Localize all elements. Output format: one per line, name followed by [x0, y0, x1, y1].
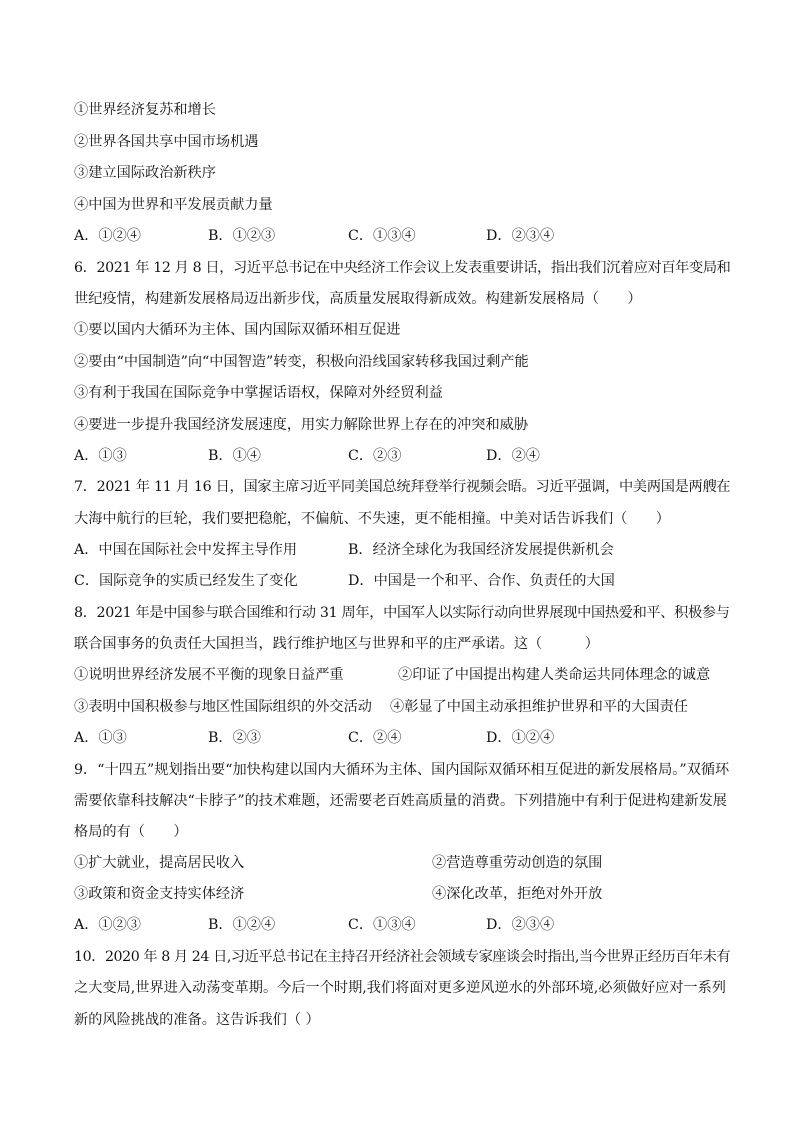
q9-choice-a: A．①②③ — [74, 917, 141, 933]
q9-option-1: ①扩大就业，提高居民收入 — [74, 855, 245, 871]
q6-option-2: ②要由“中国制造”向“中国智造”转变，积极向沿线国家转移我国过剩产能 — [74, 354, 529, 370]
q5-option-4: ④中国为世界和平发展贡献力量 — [74, 197, 273, 213]
q6-choice-c: C．②③ — [348, 448, 402, 464]
q6-choice-b: B．①④ — [208, 448, 261, 464]
q9-choice-b: B．①②④ — [208, 917, 276, 933]
q5-option-1: ①世界经济复苏和增长 — [74, 102, 216, 118]
q5-option-2: ②世界各国共享中国市场机遇 — [74, 134, 259, 150]
q5-choice-a: A．①②④ — [74, 228, 141, 244]
q9-choice-c: C．①③④ — [348, 917, 416, 933]
q8-choice-c: C．②④ — [348, 730, 402, 746]
q7-choice-c: C．国际竞争的实质已经发生了变化 — [74, 573, 298, 589]
q5-choice-b: B．①②③ — [208, 228, 276, 244]
q7-stem-line-2: 大海中航行的巨轮，我们要把稳舵，不偏航、不失速，更不能相撞。中美对话告诉我们（ ） — [74, 511, 670, 527]
q6-stem-line-1: 6．2021 年 12 月 8 日，习近平总书记在中央经济工作会议上发表重要讲话，指出我们沉着应对百年变局和 — [74, 260, 731, 276]
q8-choice-d: D．①②④ — [486, 730, 555, 746]
q6-option-4: ④要进一步提升我国经济发展速度，用实力解除世界上存在的冲突和威胁 — [74, 417, 529, 433]
q9-stem-line-1: 9．“十四五”规划指出要“加快构建以国内大循环为主体、国内国际双循环相互促进的新发展格局。”双循环 — [74, 762, 730, 778]
q5-option-3: ③建立国际政治新秩序 — [74, 165, 216, 181]
q8-choice-b: B．②③ — [208, 730, 261, 746]
q8-option-4: ④彰显了中国主动承担维护世界和平的大国责任 — [390, 699, 688, 715]
q8-option-3: ③表明中国积极参与地区性国际组织的外交活动 — [74, 699, 372, 715]
q10-stem-line-2: 之大变局,世界进入动荡变革期。今后一个时期,我们将面对更多逆风逆水的外部环境,必须做好应对一系列 — [74, 980, 726, 996]
q9-choice-d: D．②③④ — [486, 917, 555, 933]
q7-choice-d: D．中国是一个和平、合作、负责任的大国 — [348, 573, 615, 589]
q8-stem-line-1: 8．2021 年是中国参与联合国维和行动 31 周年，中国军人以实际行动向世界展现中国热爱和平、积极参与 — [74, 605, 730, 621]
q8-stem-line-2: 联合国事务的负责任大国担当，践行维护地区与世界和平的庄严承诺。这（ ） — [74, 636, 599, 652]
q7-choice-b: B．经济全球化为我国经济发展提供新机会 — [348, 542, 614, 558]
q7-choice-a: A．中国在国际社会中发挥主导作用 — [74, 542, 298, 558]
q6-option-1: ①要以国内大循环为主体、国内国际双循环相互促进 — [74, 322, 401, 338]
q5-choice-d: D．②③④ — [486, 228, 555, 244]
q10-stem-line-3: 新的风险挑战的准备。这告诉我们（ ） — [74, 1012, 320, 1028]
q7-stem-line-1: 7．2021 年 11 月 16 日，国家主席习近平同美国总统拜登举行视频会晤。习近平强调，中美两国是两艘在 — [74, 479, 731, 495]
q5-choice-c: C．①③④ — [348, 228, 416, 244]
q8-choice-a: A．①③ — [74, 730, 127, 746]
q9-option-3: ③政策和资金支持实体经济 — [74, 886, 245, 902]
q9-stem-line-3: 格局的有（ ） — [74, 824, 188, 840]
q10-stem-line-1: 10．2020 年 8 月 24 日,习近平总书记在主持召开经济社会领域专家座谈会时指出,当今世界正经历百年未有 — [74, 949, 731, 965]
q9-option-4: ④深化改革，拒绝对外开放 — [432, 886, 603, 902]
q6-choice-a: A．①③ — [74, 448, 127, 464]
q9-option-2: ②营造尊重劳动创造的氛围 — [432, 855, 603, 871]
q8-option-1: ①说明世界经济发展不平衡的现象日益严重 — [74, 667, 344, 683]
q8-option-2: ②印证了中国提出构建人类命运共同体理念的诚意 — [398, 667, 711, 683]
q6-choice-d: D．②④ — [486, 448, 540, 464]
q6-option-3: ③有利于我国在国际竞争中掌握话语权，保障对外经贸利益 — [74, 385, 443, 401]
q9-stem-line-2: 需要依靠科技解决“卡脖子”的技术难题，还需要老百姓高质量的消费。下列措施中有利于促进构建新发展 — [74, 793, 727, 809]
q6-stem-line-2: 世纪疫情，构建新发展格局迈出新步伐，高质量发展取得新成效。构建新发展格局（ ） — [74, 291, 642, 307]
